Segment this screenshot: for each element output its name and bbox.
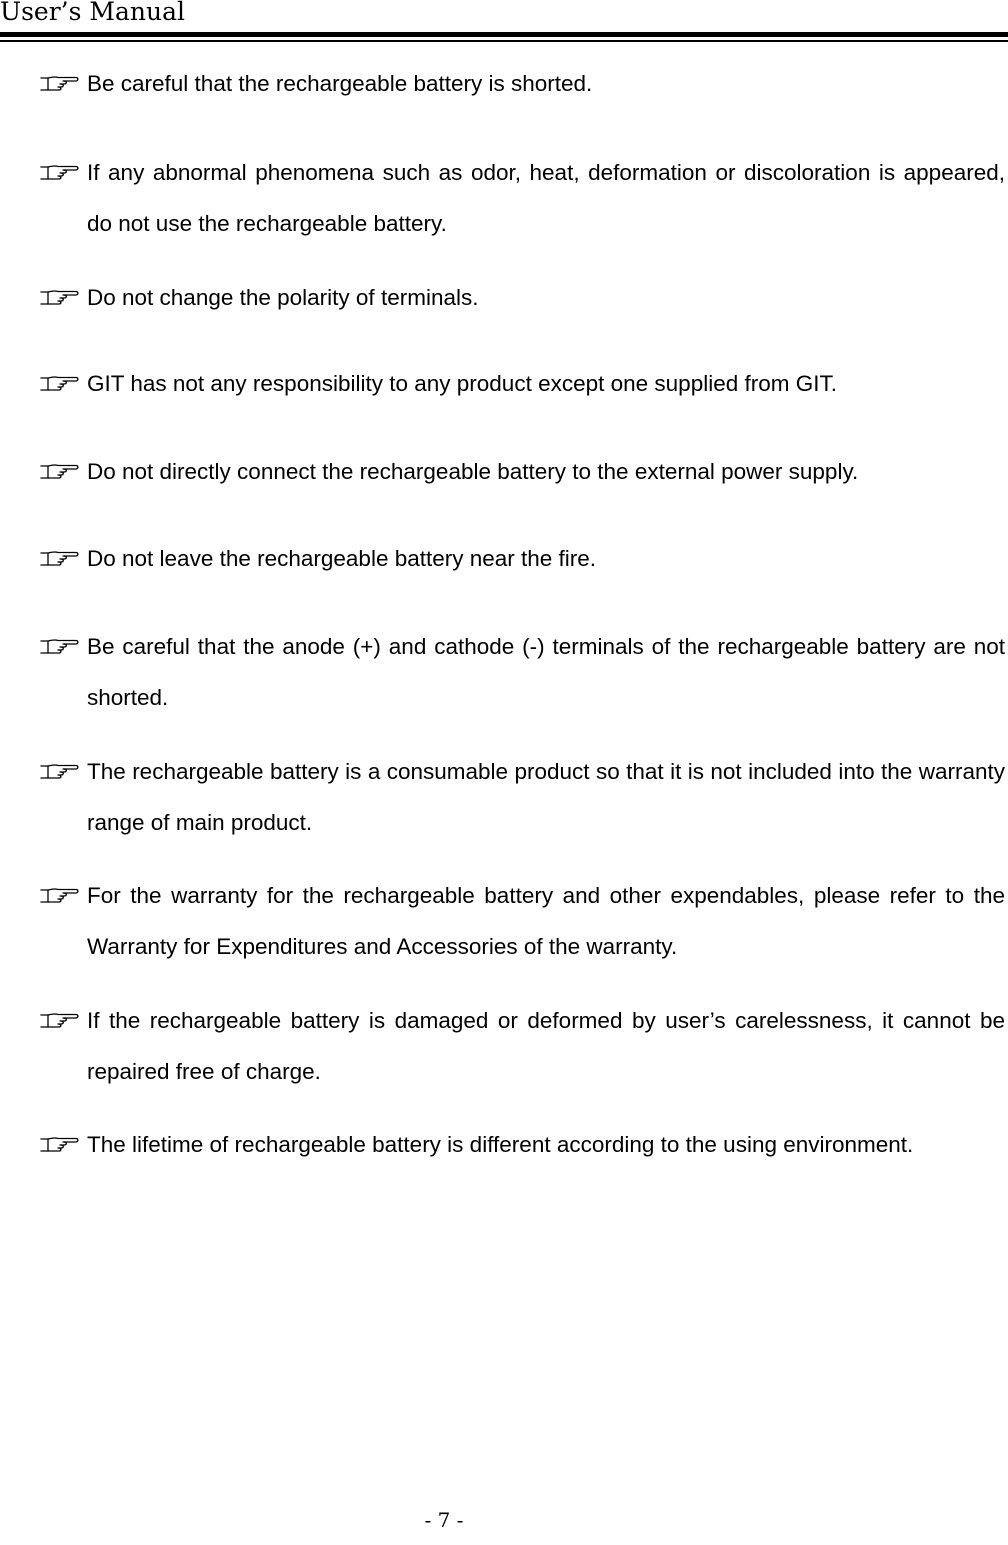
pointing-hand-icon [40, 289, 80, 307]
note-item [40, 1132, 1005, 1170]
note-text: If any abnormal phenomena such as odor, heat, deformation or discoloration is appeared, do not use the rechargeable battery. [87, 160, 1005, 236]
pointing-hand-icon [40, 550, 80, 568]
note-text: If the rechargeable battery is damaged or deformed by user’s carelessness, it cannot be repaired free of charge. [87, 1008, 1005, 1084]
pointing-hand-icon [40, 463, 80, 481]
note-item [40, 546, 1005, 584]
note-text: Be careful that the anode (+) and cathode (-) terminals of the rechargeable battery are not shorted. [87, 634, 1005, 710]
note-text: Do not change the polarity of terminals. [87, 285, 479, 310]
pointing-hand-icon [40, 887, 80, 905]
pointing-hand-icon [40, 75, 80, 93]
header-rule-thin [0, 40, 1008, 42]
note-item [40, 1008, 1005, 1097]
note-text: Be careful that the rechargeable battery is shorted. [87, 71, 593, 96]
note-item [40, 371, 1005, 409]
note-item [40, 160, 1005, 249]
pointing-hand-icon [40, 1012, 80, 1030]
note-text: The lifetime of rechargeable battery is different according to the using environment. [87, 1132, 914, 1157]
note-text: For the warranty for the rechargeable battery and other expendables, please refer to the Warranty for Expenditures and Accessories of the warranty. [87, 883, 1005, 959]
note-item [40, 459, 1005, 497]
pointing-hand-icon [40, 763, 80, 781]
note-text: Do not leave the rechargeable battery near the fire. [87, 546, 597, 571]
pointing-hand-icon [40, 1136, 80, 1154]
note-text: The rechargeable battery is a consumable product so that it is not included into the warranty range of main product. [87, 759, 1005, 835]
note-item [40, 883, 1005, 972]
pointing-hand-icon [40, 375, 80, 393]
note-item [40, 634, 1005, 723]
pointing-hand-icon [40, 638, 80, 656]
header-rule-thick [0, 32, 1008, 37]
note-item [40, 759, 1005, 848]
note-item [40, 285, 1005, 323]
pointing-hand-icon [40, 164, 80, 182]
manual-title: User’s Manual [0, 0, 185, 26]
page-number: - 7 - [424, 1508, 464, 1532]
note-item [40, 71, 1005, 109]
note-text: GIT has not any responsibility to any product except one supplied from GIT. [87, 371, 837, 396]
note-text: Do not directly connect the rechargeable battery to the external power supply. [87, 459, 859, 484]
